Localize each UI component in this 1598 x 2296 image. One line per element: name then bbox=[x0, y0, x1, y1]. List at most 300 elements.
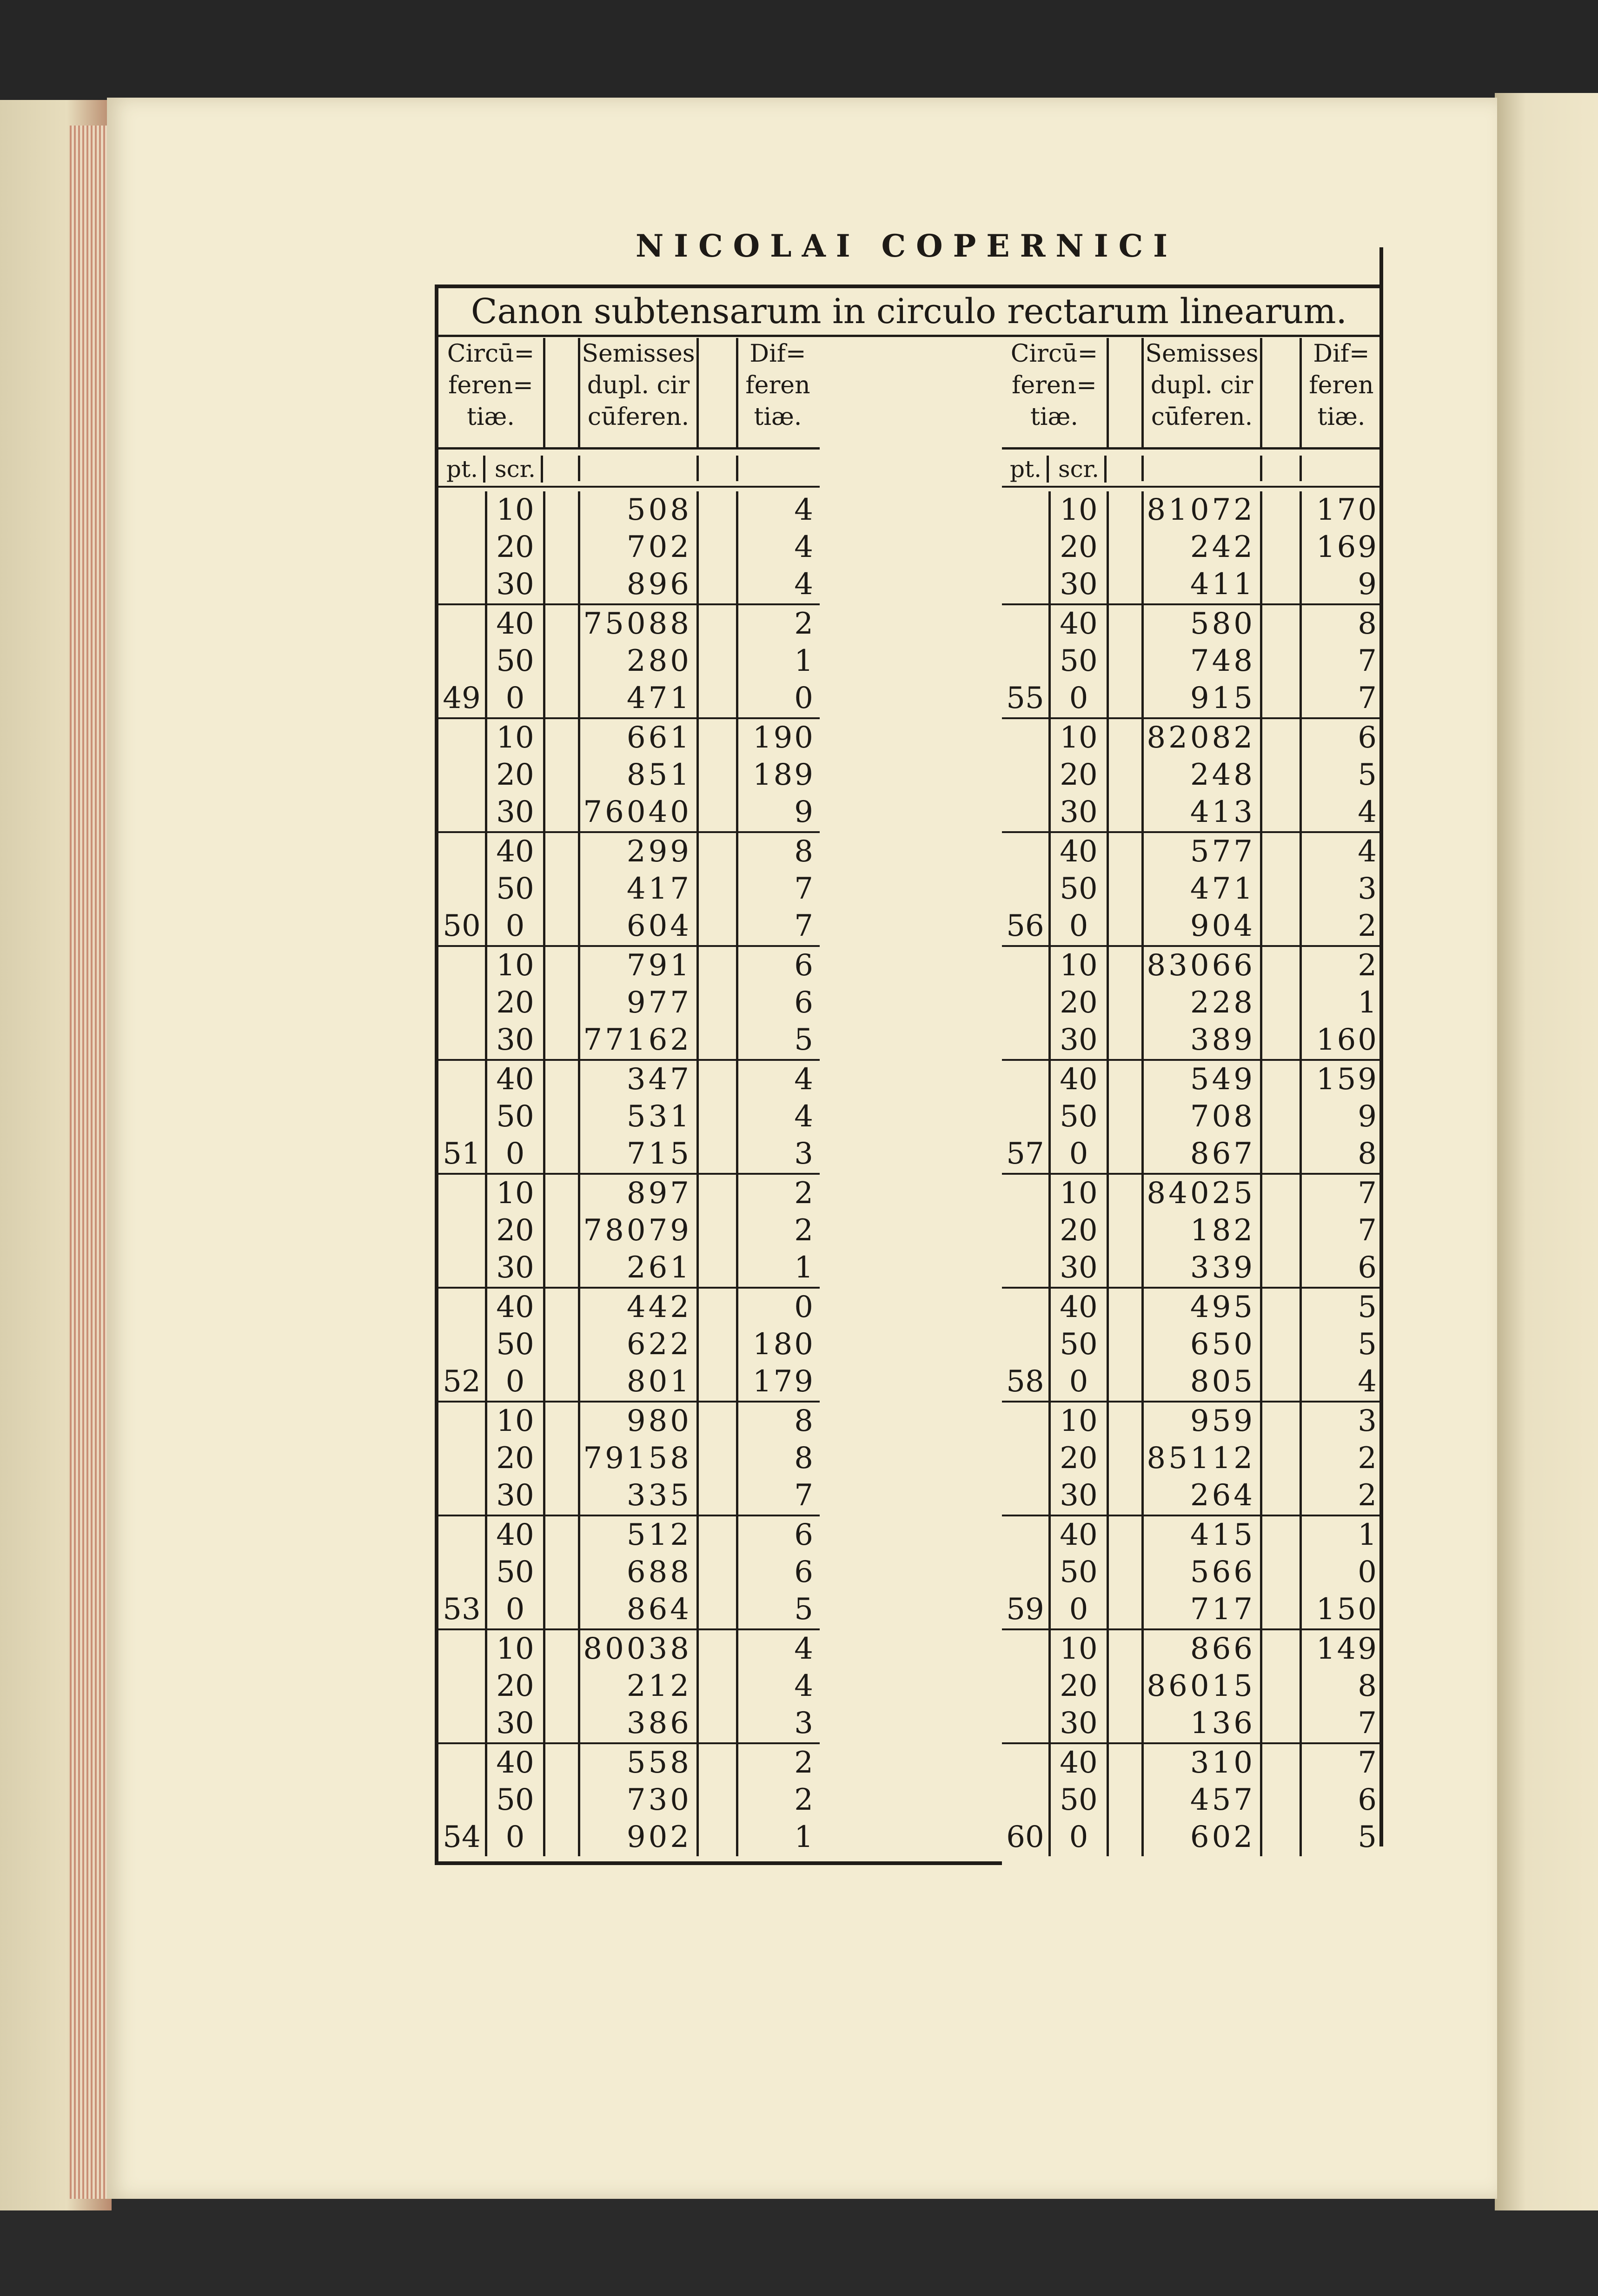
minutes-cell: 0 bbox=[1069, 1137, 1088, 1171]
header-difference: Dif= feren tiæ. bbox=[736, 338, 817, 447]
minutes-cell: 30 bbox=[496, 567, 534, 602]
table-row bbox=[1002, 1098, 1383, 1135]
minutes-cell: 40 bbox=[496, 1518, 534, 1552]
half-chord-cell: 851 bbox=[626, 758, 692, 792]
minutes-cell: 30 bbox=[496, 1478, 534, 1513]
table-row bbox=[438, 1135, 820, 1172]
table-row bbox=[1002, 1781, 1383, 1819]
minutes-cell: 20 bbox=[496, 1441, 534, 1476]
table-row bbox=[438, 1326, 820, 1363]
half-chord-cell: 386 bbox=[626, 1706, 692, 1740]
minutes-cell: 30 bbox=[496, 1023, 534, 1057]
difference-cell: 4 bbox=[1358, 795, 1379, 829]
minutes-cell: 0 bbox=[505, 1364, 525, 1399]
table-row bbox=[438, 1363, 820, 1400]
minutes-cell: 30 bbox=[1060, 1706, 1098, 1740]
table-group bbox=[1002, 1289, 1383, 1403]
table-group bbox=[438, 833, 820, 947]
minutes-cell: 0 bbox=[505, 1820, 525, 1854]
minutes-cell: 0 bbox=[1069, 1364, 1088, 1399]
degree-cell: 50 bbox=[443, 909, 481, 943]
difference-cell: 7 bbox=[794, 1478, 815, 1513]
half-chord-cell: 84025 bbox=[1147, 1176, 1255, 1211]
half-chord-cell: 980 bbox=[626, 1404, 692, 1438]
table-group bbox=[438, 1061, 820, 1175]
table-row bbox=[438, 1212, 820, 1249]
half-chord-cell: 602 bbox=[1190, 1820, 1255, 1854]
running-head: NICOLAI COPERNICI bbox=[635, 228, 1178, 264]
table-row bbox=[1002, 1591, 1383, 1628]
difference-cell: 170 bbox=[1316, 493, 1379, 527]
degree-cell: 59 bbox=[1006, 1592, 1044, 1627]
table-group bbox=[1002, 719, 1383, 833]
minutes-cell: 10 bbox=[496, 948, 534, 983]
difference-cell: 9 bbox=[794, 795, 815, 829]
table-group bbox=[1002, 1175, 1383, 1289]
half-chord-cell: 577 bbox=[1190, 834, 1255, 869]
minutes-cell: 40 bbox=[496, 1062, 534, 1097]
difference-cell: 159 bbox=[1316, 1062, 1379, 1097]
right-groups bbox=[1002, 491, 1383, 1856]
minutes-cell: 50 bbox=[496, 872, 534, 906]
half-chord-cell: 212 bbox=[626, 1669, 692, 1703]
minutes-cell: 10 bbox=[496, 1632, 534, 1666]
left-groups bbox=[438, 491, 820, 1856]
minutes-cell: 10 bbox=[496, 1404, 534, 1438]
half-chord-cell: 650 bbox=[1190, 1327, 1255, 1362]
minutes-cell: 20 bbox=[1060, 530, 1098, 564]
difference-cell: 8 bbox=[1358, 1137, 1379, 1171]
table-row bbox=[438, 1705, 820, 1742]
table-row bbox=[1002, 1516, 1383, 1554]
minutes-cell: 0 bbox=[1069, 909, 1088, 943]
minutes-cell: 50 bbox=[1060, 1555, 1098, 1589]
table-row bbox=[1002, 1705, 1383, 1742]
half-chord-cell: 261 bbox=[626, 1251, 692, 1285]
minutes-cell: 50 bbox=[1060, 1783, 1098, 1817]
facing-page-edge bbox=[1495, 93, 1598, 2231]
difference-cell: 8 bbox=[794, 834, 815, 869]
table-row bbox=[1002, 1249, 1383, 1286]
table-group bbox=[1002, 833, 1383, 947]
degree-cell: 56 bbox=[1006, 909, 1044, 943]
minutes-cell: 50 bbox=[496, 1327, 534, 1362]
table-row bbox=[1002, 1744, 1383, 1781]
difference-cell: 4 bbox=[794, 567, 815, 602]
difference-cell: 9 bbox=[1358, 1099, 1379, 1134]
half-chord-cell: 866 bbox=[1190, 1632, 1255, 1666]
minutes-cell: 10 bbox=[496, 493, 534, 527]
table-group bbox=[438, 1630, 820, 1744]
minutes-cell: 20 bbox=[496, 986, 534, 1020]
minutes-cell: 20 bbox=[1060, 1669, 1098, 1703]
half-chord-cell: 83066 bbox=[1147, 948, 1255, 983]
half-chord-cell: 413 bbox=[1190, 795, 1255, 829]
half-chord-cell: 977 bbox=[626, 986, 692, 1020]
degree-cell: 51 bbox=[443, 1137, 481, 1171]
half-chord-cell: 136 bbox=[1190, 1706, 1255, 1740]
table-row bbox=[438, 1289, 820, 1326]
minutes-cell: 50 bbox=[496, 644, 534, 678]
degree-cell: 52 bbox=[443, 1364, 481, 1399]
half-chord-cell: 748 bbox=[1190, 644, 1255, 678]
table-row bbox=[1002, 566, 1383, 603]
minutes-cell: 40 bbox=[1060, 1518, 1098, 1552]
minutes-cell: 20 bbox=[1060, 1213, 1098, 1248]
table-group bbox=[1002, 605, 1383, 719]
minutes-cell: 0 bbox=[505, 681, 525, 715]
difference-cell: 189 bbox=[752, 758, 815, 792]
half-chord-cell: 248 bbox=[1190, 758, 1255, 792]
half-chord-cell: 86015 bbox=[1147, 1669, 1255, 1703]
minutes-cell: 40 bbox=[496, 834, 534, 869]
difference-cell: 160 bbox=[1316, 1023, 1379, 1057]
minutes-cell: 0 bbox=[1069, 681, 1088, 715]
half-chord-cell: 347 bbox=[626, 1062, 692, 1097]
half-chord-cell: 805 bbox=[1190, 1364, 1255, 1399]
minutes-cell: 10 bbox=[1060, 493, 1098, 527]
difference-cell: 5 bbox=[1358, 758, 1379, 792]
table-row bbox=[438, 1061, 820, 1098]
table-row bbox=[438, 566, 820, 603]
half-chord-cell: 411 bbox=[1190, 567, 1255, 602]
difference-cell: 4 bbox=[1358, 1364, 1379, 1399]
table-row bbox=[1002, 529, 1383, 566]
half-chord-cell: 959 bbox=[1190, 1404, 1255, 1438]
table-row bbox=[1002, 605, 1383, 642]
difference-cell: 8 bbox=[1358, 1669, 1379, 1703]
minutes-cell: 30 bbox=[496, 795, 534, 829]
table-row bbox=[1002, 1326, 1383, 1363]
table-row bbox=[438, 491, 820, 529]
difference-cell: 0 bbox=[794, 681, 815, 715]
difference-cell: 179 bbox=[752, 1364, 815, 1399]
table-group bbox=[1002, 1403, 1383, 1516]
half-chord-cell: 495 bbox=[1190, 1290, 1255, 1324]
table-row bbox=[1002, 642, 1383, 680]
difference-cell: 4 bbox=[794, 1632, 815, 1666]
minutes-cell: 30 bbox=[496, 1706, 534, 1740]
table-row bbox=[438, 984, 820, 1021]
table-row bbox=[438, 1477, 820, 1514]
table-row bbox=[438, 1781, 820, 1819]
minutes-cell: 50 bbox=[496, 1099, 534, 1134]
minutes-cell: 30 bbox=[496, 1251, 534, 1285]
table-row bbox=[1002, 1554, 1383, 1591]
difference-cell: 7 bbox=[1358, 1746, 1379, 1780]
table-group bbox=[1002, 1744, 1383, 1856]
minutes-cell: 20 bbox=[1060, 986, 1098, 1020]
table-row bbox=[1002, 833, 1383, 870]
difference-cell: 6 bbox=[1358, 1783, 1379, 1817]
minutes-cell: 0 bbox=[505, 1137, 525, 1171]
minutes-cell: 0 bbox=[505, 909, 525, 943]
half-chord-cell: 85112 bbox=[1147, 1441, 1255, 1476]
half-chord-cell: 715 bbox=[626, 1137, 692, 1171]
minutes-cell: 10 bbox=[1060, 721, 1098, 755]
half-chord-cell: 708 bbox=[1190, 1099, 1255, 1134]
degree-cell: 60 bbox=[1006, 1820, 1044, 1854]
half-chord-cell: 730 bbox=[626, 1783, 692, 1817]
half-chord-cell: 415 bbox=[1190, 1518, 1255, 1552]
degree-cell: 53 bbox=[443, 1592, 481, 1627]
page-edges bbox=[70, 126, 112, 2199]
half-chord-cell: 417 bbox=[626, 872, 692, 906]
header-circumference: Circū= feren= tiæ. bbox=[1002, 338, 1109, 447]
table-row bbox=[1002, 1440, 1383, 1477]
half-chord-cell: 508 bbox=[626, 493, 692, 527]
half-chord-cell: 531 bbox=[626, 1099, 692, 1134]
table-row bbox=[438, 1098, 820, 1135]
header-half-chord: Semisses dupl. cir cūferen. bbox=[578, 338, 699, 447]
minutes-cell: 40 bbox=[496, 1290, 534, 1324]
table-row bbox=[1002, 870, 1383, 907]
half-chord-cell: 242 bbox=[1190, 530, 1255, 564]
header-difference: Dif= feren tiæ. bbox=[1300, 338, 1381, 447]
table-row bbox=[438, 947, 820, 984]
table-row bbox=[438, 1021, 820, 1059]
difference-cell: 1 bbox=[794, 1820, 815, 1854]
minutes-cell: 40 bbox=[1060, 1290, 1098, 1324]
table-group bbox=[1002, 1061, 1383, 1175]
difference-cell: 6 bbox=[1358, 721, 1379, 755]
difference-cell: 2 bbox=[794, 1213, 815, 1248]
difference-cell: 2 bbox=[1358, 1441, 1379, 1476]
table-row bbox=[438, 1630, 820, 1667]
table-title: Canon subtensarum in circulo rectarum linearum. bbox=[438, 288, 1379, 337]
minutes-cell: 0 bbox=[1069, 1592, 1088, 1627]
difference-cell: 8 bbox=[1358, 607, 1379, 641]
difference-cell: 6 bbox=[794, 986, 815, 1020]
minutes-cell: 40 bbox=[1060, 1062, 1098, 1097]
table-row bbox=[438, 907, 820, 945]
table-row bbox=[1002, 1175, 1383, 1212]
difference-cell: 5 bbox=[794, 1023, 815, 1057]
half-chord-cell: 335 bbox=[626, 1478, 692, 1513]
table-group bbox=[438, 947, 820, 1061]
table-row bbox=[438, 1440, 820, 1477]
table-group bbox=[1002, 491, 1383, 605]
unit-pt: pt. bbox=[1005, 456, 1049, 483]
difference-cell: 2 bbox=[794, 1783, 815, 1817]
table-group bbox=[438, 491, 820, 605]
table-row bbox=[1002, 1289, 1383, 1326]
difference-cell: 3 bbox=[1358, 1404, 1379, 1438]
difference-cell: 4 bbox=[794, 1062, 815, 1097]
minutes-cell: 50 bbox=[496, 1783, 534, 1817]
table-group bbox=[438, 1175, 820, 1289]
minutes-cell: 50 bbox=[496, 1555, 534, 1589]
half-chord-cell: 228 bbox=[1190, 986, 1255, 1020]
minutes-cell: 10 bbox=[1060, 1632, 1098, 1666]
half-chord-cell: 80038 bbox=[583, 1632, 692, 1666]
table-row bbox=[438, 605, 820, 642]
minutes-cell: 10 bbox=[1060, 1404, 1098, 1438]
difference-cell: 169 bbox=[1316, 530, 1379, 564]
minutes-cell: 30 bbox=[1060, 795, 1098, 829]
table-row bbox=[438, 1667, 820, 1705]
table-row bbox=[1002, 756, 1383, 794]
half-chord-cell: 471 bbox=[626, 681, 692, 715]
difference-cell: 2 bbox=[1358, 1478, 1379, 1513]
difference-cell: 0 bbox=[794, 1290, 815, 1324]
difference-cell: 5 bbox=[1358, 1327, 1379, 1362]
half-chord-cell: 558 bbox=[626, 1746, 692, 1780]
unit-scr: scr. bbox=[1053, 456, 1107, 483]
half-chord-cell: 81072 bbox=[1147, 493, 1255, 527]
minutes-cell: 0 bbox=[1069, 1820, 1088, 1854]
table-row bbox=[438, 1403, 820, 1440]
minutes-cell: 20 bbox=[496, 1213, 534, 1248]
difference-cell: 180 bbox=[752, 1327, 815, 1362]
table-row bbox=[1002, 491, 1383, 529]
half-chord-cell: 310 bbox=[1190, 1746, 1255, 1780]
half-chord-cell: 566 bbox=[1190, 1555, 1255, 1589]
difference-cell: 4 bbox=[1358, 834, 1379, 869]
half-chord-cell: 801 bbox=[626, 1364, 692, 1399]
minutes-cell: 50 bbox=[1060, 1327, 1098, 1362]
half-chord-cell: 264 bbox=[1190, 1478, 1255, 1513]
table-row bbox=[438, 1591, 820, 1628]
degree-cell: 57 bbox=[1006, 1137, 1044, 1171]
units-row bbox=[438, 452, 820, 484]
table-row bbox=[438, 833, 820, 870]
units-row bbox=[1002, 452, 1383, 484]
minutes-cell: 40 bbox=[1060, 607, 1098, 641]
difference-cell: 7 bbox=[1358, 1213, 1379, 1248]
half-chord-cell: 702 bbox=[626, 530, 692, 564]
degree-cell: 58 bbox=[1006, 1364, 1044, 1399]
table-row bbox=[1002, 1363, 1383, 1400]
difference-cell: 1 bbox=[1358, 986, 1379, 1020]
minutes-cell: 50 bbox=[1060, 1099, 1098, 1134]
half-chord-cell: 580 bbox=[1190, 607, 1255, 641]
half-chord-cell: 717 bbox=[1190, 1592, 1255, 1627]
difference-cell: 5 bbox=[1358, 1820, 1379, 1854]
table-row bbox=[1002, 1819, 1383, 1856]
minutes-cell: 40 bbox=[496, 1746, 534, 1780]
table-row bbox=[438, 794, 820, 831]
difference-cell: 150 bbox=[1316, 1592, 1379, 1627]
unit-pt: pt. bbox=[441, 456, 485, 483]
table-row bbox=[438, 1516, 820, 1554]
minutes-cell: 10 bbox=[1060, 948, 1098, 983]
table-row bbox=[438, 1744, 820, 1781]
difference-cell: 4 bbox=[794, 1099, 815, 1134]
half-chord-cell: 299 bbox=[626, 834, 692, 869]
difference-cell: 7 bbox=[1358, 644, 1379, 678]
half-chord-cell: 897 bbox=[626, 1176, 692, 1211]
degree-cell: 54 bbox=[443, 1820, 481, 1854]
minutes-cell: 50 bbox=[1060, 872, 1098, 906]
table-group bbox=[1002, 1630, 1383, 1744]
table-row bbox=[1002, 1061, 1383, 1098]
half-chord-cell: 389 bbox=[1190, 1023, 1255, 1057]
difference-cell: 7 bbox=[1358, 681, 1379, 715]
minutes-cell: 20 bbox=[1060, 758, 1098, 792]
difference-cell: 7 bbox=[794, 872, 815, 906]
half-chord-cell: 791 bbox=[626, 948, 692, 983]
minutes-cell: 30 bbox=[1060, 567, 1098, 602]
minutes-cell: 30 bbox=[1060, 1478, 1098, 1513]
table-group bbox=[438, 1744, 820, 1856]
minutes-cell: 20 bbox=[496, 530, 534, 564]
header-circumference: Circū= feren= tiæ. bbox=[438, 338, 545, 447]
difference-cell: 4 bbox=[794, 1669, 815, 1703]
half-chord-cell: 661 bbox=[626, 721, 692, 755]
table-row bbox=[1002, 1212, 1383, 1249]
difference-cell: 7 bbox=[1358, 1706, 1379, 1740]
difference-cell: 7 bbox=[1358, 1176, 1379, 1211]
degree-cell: 55 bbox=[1006, 681, 1044, 715]
half-chord-cell: 471 bbox=[1190, 872, 1255, 906]
table-row bbox=[438, 870, 820, 907]
difference-cell: 3 bbox=[794, 1706, 815, 1740]
minutes-cell: 10 bbox=[496, 1176, 534, 1211]
minutes-cell: 20 bbox=[496, 1669, 534, 1703]
difference-cell: 7 bbox=[794, 909, 815, 943]
table-row bbox=[438, 1554, 820, 1591]
table-group bbox=[1002, 1516, 1383, 1630]
table-row bbox=[438, 1175, 820, 1212]
half-chord-cell: 902 bbox=[626, 1820, 692, 1854]
difference-cell: 8 bbox=[794, 1441, 815, 1476]
chord-table bbox=[435, 285, 1383, 1865]
minutes-cell: 40 bbox=[496, 607, 534, 641]
table-group bbox=[438, 605, 820, 719]
table-row bbox=[1002, 794, 1383, 831]
minutes-cell: 10 bbox=[496, 721, 534, 755]
half-chord-cell: 688 bbox=[626, 1555, 692, 1589]
half-chord-cell: 867 bbox=[1190, 1137, 1255, 1171]
half-chord-cell: 280 bbox=[626, 644, 692, 678]
half-chord-cell: 339 bbox=[1190, 1251, 1255, 1285]
half-chord-cell: 442 bbox=[626, 1290, 692, 1324]
table-row bbox=[1002, 1477, 1383, 1514]
table-row bbox=[1002, 1630, 1383, 1667]
half-chord-cell: 75088 bbox=[583, 607, 692, 641]
difference-cell: 5 bbox=[1358, 1290, 1379, 1324]
half-chord-cell: 77162 bbox=[583, 1023, 692, 1057]
minutes-cell: 30 bbox=[1060, 1023, 1098, 1057]
difference-cell: 6 bbox=[794, 1555, 815, 1589]
half-chord-cell: 915 bbox=[1190, 681, 1255, 715]
difference-cell: 0 bbox=[1358, 1555, 1379, 1589]
minutes-cell: 40 bbox=[1060, 1746, 1098, 1780]
table-row bbox=[1002, 1403, 1383, 1440]
minutes-cell: 30 bbox=[1060, 1251, 1098, 1285]
table-row bbox=[438, 719, 820, 756]
half-chord-cell: 864 bbox=[626, 1592, 692, 1627]
minutes-cell: 50 bbox=[1060, 644, 1098, 678]
minutes-cell: 10 bbox=[1060, 1176, 1098, 1211]
half-chord-cell: 76040 bbox=[583, 795, 692, 829]
difference-cell: 6 bbox=[1358, 1251, 1379, 1285]
table-row bbox=[1002, 1135, 1383, 1172]
difference-cell: 5 bbox=[794, 1592, 815, 1627]
table-row bbox=[1002, 907, 1383, 945]
minutes-cell: 20 bbox=[496, 758, 534, 792]
difference-cell: 2 bbox=[794, 1176, 815, 1211]
minutes-cell: 0 bbox=[505, 1592, 525, 1627]
table-group bbox=[438, 719, 820, 833]
table-row bbox=[1002, 719, 1383, 756]
difference-cell: 4 bbox=[794, 493, 815, 527]
half-chord-cell: 82082 bbox=[1147, 721, 1255, 755]
backdrop-bottom bbox=[0, 2210, 1598, 2296]
minutes-cell: 20 bbox=[1060, 1441, 1098, 1476]
half-chord-cell: 78079 bbox=[583, 1213, 692, 1248]
